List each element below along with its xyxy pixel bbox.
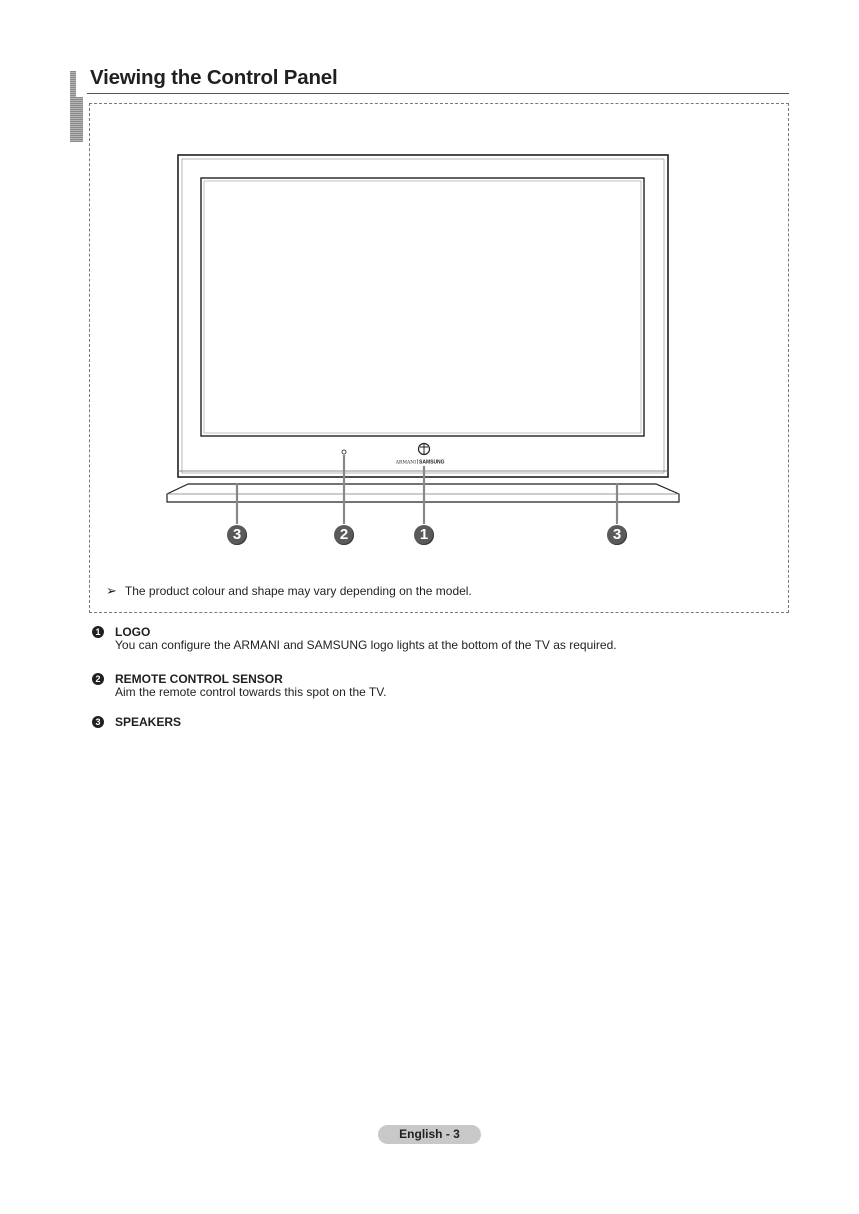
- item-number-badge: 3: [92, 716, 104, 728]
- callout-3-right: 3: [607, 525, 627, 545]
- tv-screen: [201, 178, 644, 436]
- item-title: LOGO: [115, 625, 151, 639]
- logo-text-armani: ARMANI: [395, 460, 416, 466]
- note-text: The product colour and shape may vary depending on the model.: [124, 584, 472, 598]
- logo-text-samsung: SAMSUNG: [419, 459, 445, 466]
- item-number-badge: 2: [92, 673, 104, 685]
- callout-1: 1: [414, 525, 434, 545]
- note-arrow-icon: ➢: [106, 583, 117, 598]
- item-title: REMOTE CONTROL SENSOR: [115, 672, 283, 686]
- callout-2: 2: [334, 525, 354, 545]
- page-title: Viewing the Control Panel: [90, 66, 338, 89]
- item-title: SPEAKERS: [115, 715, 182, 729]
- item-description: Aim the remote control towards this spot on the TV.: [115, 685, 387, 699]
- remote-sensor-dot: [342, 450, 346, 454]
- item-number-badge: 1: [92, 626, 104, 638]
- title-divider: [87, 93, 789, 94]
- note-line: [106, 583, 472, 599]
- figure-frame: [89, 103, 789, 613]
- page-number-label: English - 3: [378, 1125, 481, 1144]
- item-description: You can configure the ARMANI and SAMSUNG logo lights at the bottom of the TV as required.: [115, 638, 617, 652]
- section-marker-bar: [70, 71, 83, 142]
- callout-3-left: 3: [227, 525, 247, 545]
- tv-front-illustration: [90, 104, 788, 612]
